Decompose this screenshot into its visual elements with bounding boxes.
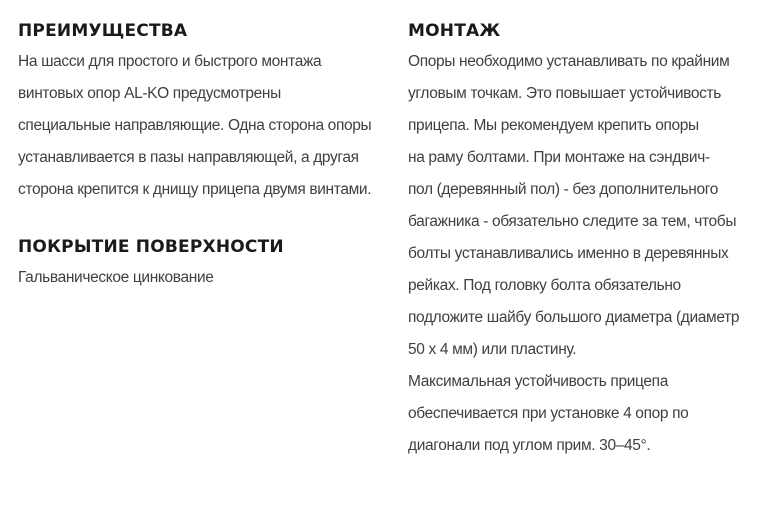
advantages-heading: ПРЕИМУЩЕСТВА — [18, 21, 188, 41]
text-line: болты устанавливались именно в деревянных — [408, 245, 729, 262]
text-line: специальные направляющие. Одна сторона опоры — [18, 117, 372, 134]
mounting-heading: МОНТАЖ — [408, 21, 501, 41]
text-line: подложите шайбу большого диаметра (диаметр — [408, 309, 740, 326]
text-line: прицепа. Мы рекомендуем крепить опоры — [408, 117, 699, 134]
text-line: пол (деревянный пол) - без дополнительного — [408, 181, 718, 198]
text-line: Опоры необходимо устанавливать по крайним — [408, 53, 730, 70]
text-line: сторона крепится к днищу прицепа двумя винтами. — [18, 181, 372, 198]
text-line: диагонали под углом прим. 30–45°. — [408, 437, 651, 454]
mounting-text — [408, 46, 764, 462]
text-line: угловым точкам. Это повышает устойчивость — [408, 85, 721, 102]
section-spacer — [18, 206, 390, 232]
coating-text — [18, 262, 390, 294]
text-line: На шасси для простого и быстрого монтажа — [18, 53, 322, 70]
text-line: рейках. Под головку болта обязательно — [408, 277, 681, 294]
text-line: 50 х 4 мм) или пластину. — [408, 341, 577, 358]
text-line: багажника - обязательно следите за тем, чтобы — [408, 213, 737, 230]
text-line: устанавливается в пазы направляющей, а другая — [18, 149, 359, 166]
text-line: винтовых опор AL-KO предусмотрены — [18, 85, 281, 102]
advantages-text — [18, 46, 390, 206]
text-line: Максимальная устойчивость прицепа — [408, 373, 668, 390]
text-line: обеспечивается при установке 4 опор по — [408, 405, 689, 422]
right-column — [408, 16, 764, 462]
text-line: на раму болтами. При монтаже на сэндвич- — [408, 149, 710, 166]
coating-heading: ПОКРЫТИЕ ПОВЕРХНОСТИ — [18, 237, 284, 257]
left-column — [18, 16, 390, 294]
text-line: Гальваническое цинкование — [18, 269, 214, 286]
